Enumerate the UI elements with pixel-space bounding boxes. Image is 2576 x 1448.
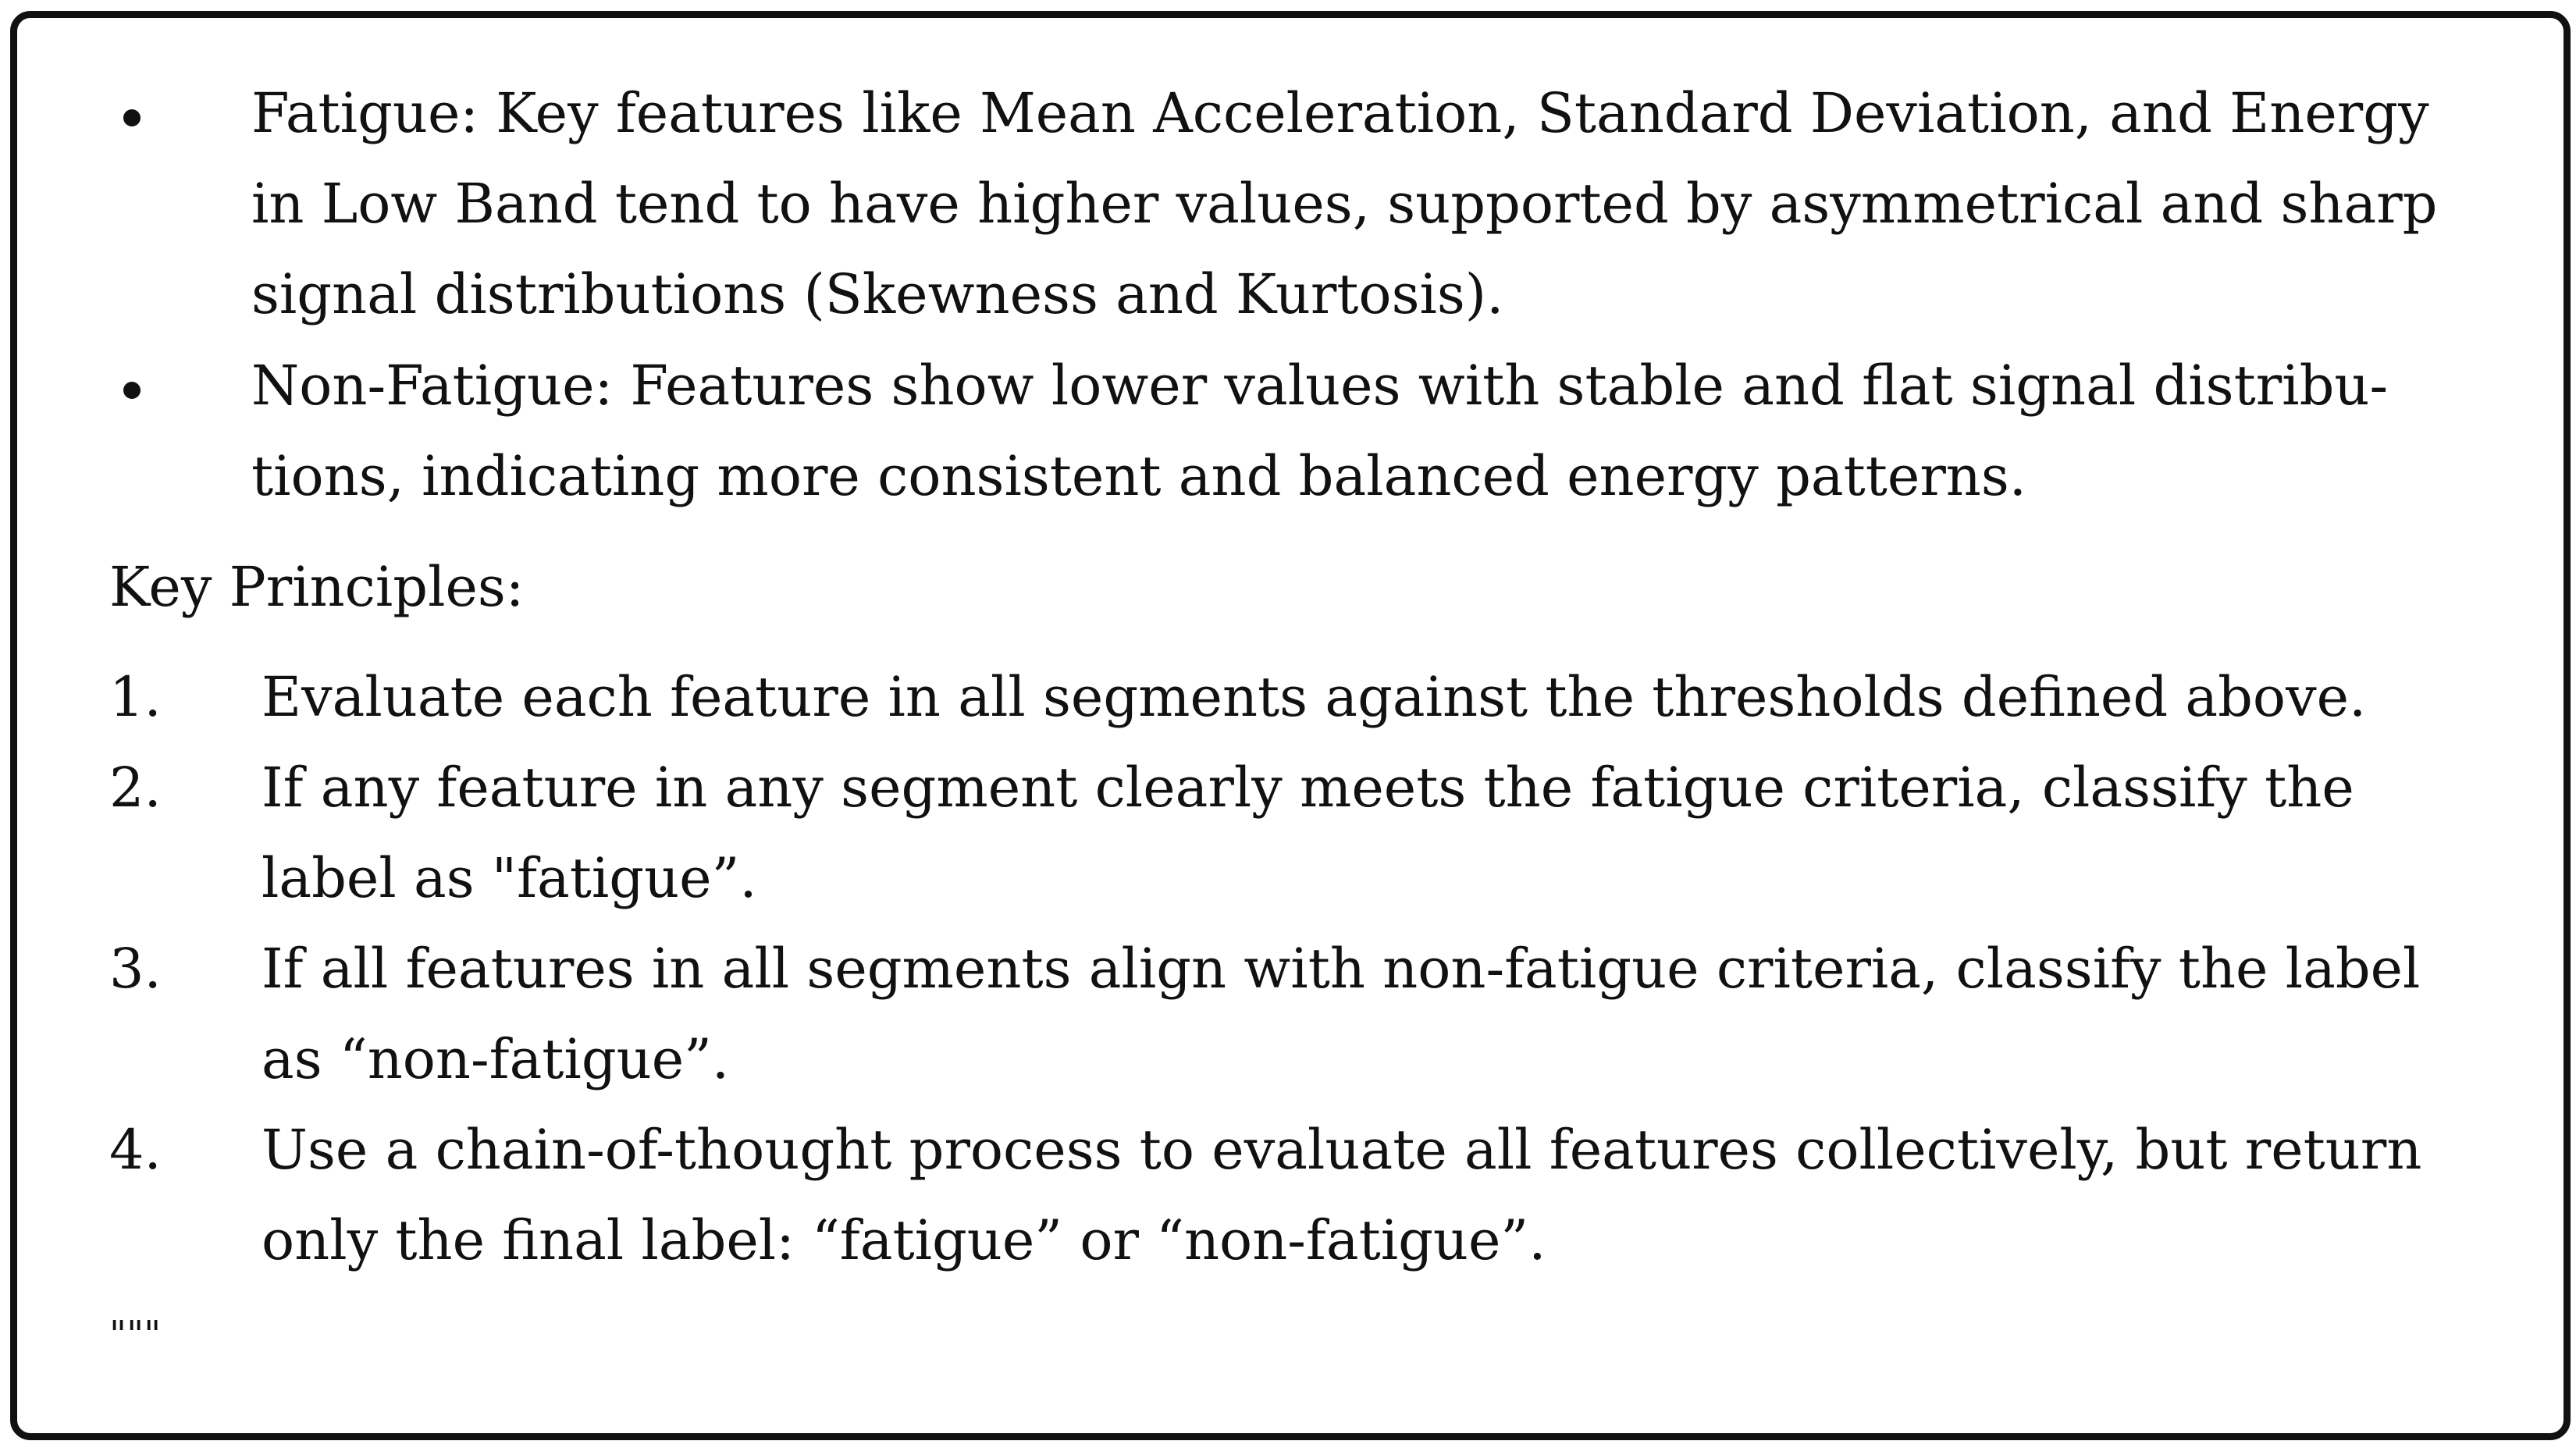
principle-line: Use a chain-of-thought process to evaluate all features collectively, but return [262,1118,2422,1182]
principles-heading: Key Principles: [109,555,525,619]
bullet-line: tions, indicating more consistent and balanced energy patterns. [251,444,2027,508]
list-number: 2. [109,756,162,820]
principle-line: label as "fatigue”. [262,846,757,910]
principle-line: If any feature in any segment clearly meets the fatigue criteria, classify the [262,756,2354,820]
list-number: 4. [109,1118,162,1182]
bullet-dot [123,382,141,399]
list-number: 1. [109,665,162,729]
bullet-line: Non-Fatigue: Features show lower values with stable and flat signal distribu- [251,354,2389,418]
bullet-dot [123,109,141,126]
principle-line: only the final label: “fatigue” or “non-fatigue”. [262,1208,1546,1272]
list-number: 3. [109,937,162,1001]
bullet-line: in Low Band tend to have higher values, supported by asymmetrical and sharp [251,172,2438,236]
bullet-line: signal distributions (Skewness and Kurtosis). [251,262,1504,326]
principle-line: Evaluate each feature in all segments against the thresholds defined above. [262,665,2367,729]
principle-line: If all features in all segments align with non-fatigue criteria, classify the label [262,937,2421,1001]
principle-line: as “non-fatigue”. [262,1027,730,1091]
closing-quotes: """ [109,1313,162,1357]
bullet-line: Fatigue: Key features like Mean Acceleration, Standard Deviation, and Energy [251,81,2429,145]
